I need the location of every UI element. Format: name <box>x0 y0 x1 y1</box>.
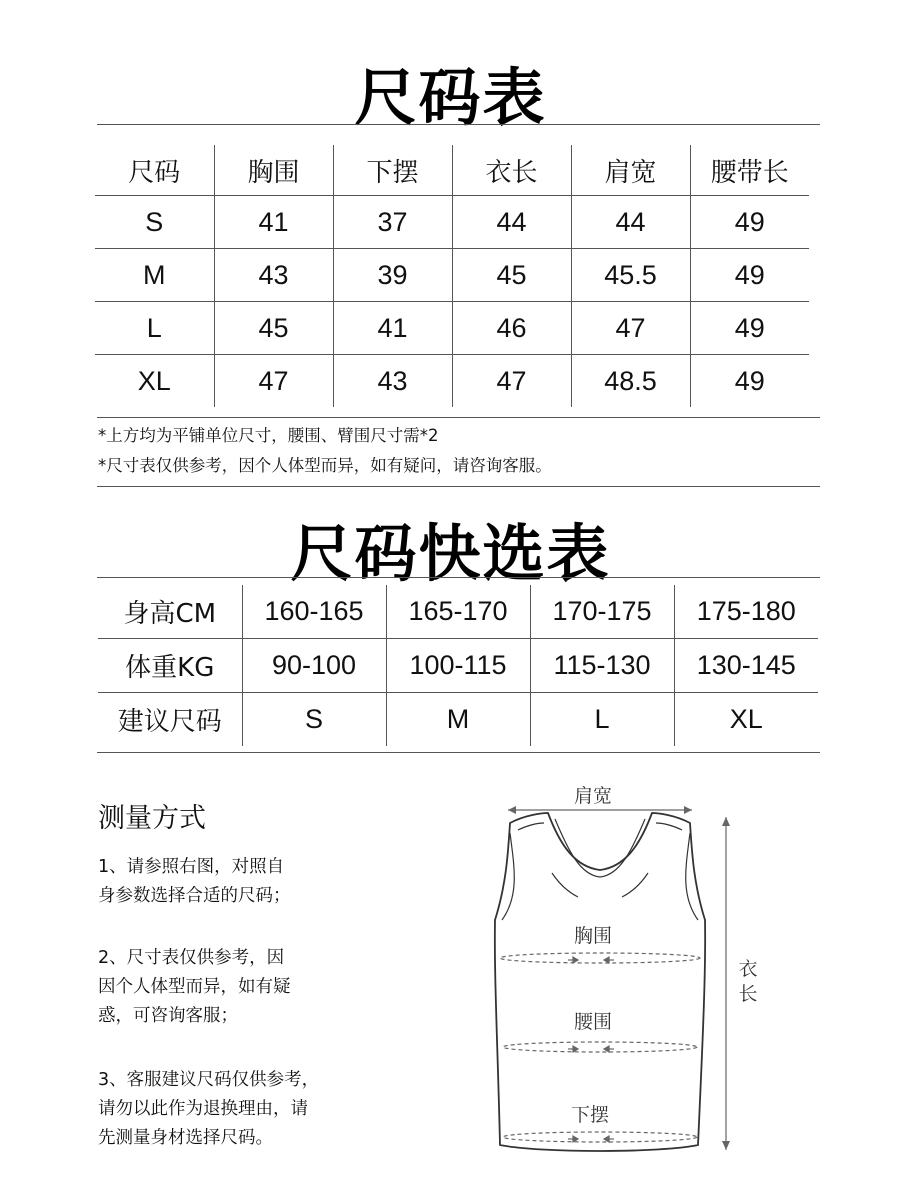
waist-label: 腰围 <box>573 1011 613 1033</box>
size-table <box>95 145 809 407</box>
table-row <box>98 639 818 693</box>
table-cell: 47 <box>452 355 571 408</box>
size-chart-title: 尺码表 <box>354 61 547 134</box>
table-cell: 44 <box>571 196 690 249</box>
table-row <box>95 355 809 408</box>
table-row <box>95 302 809 355</box>
table-cell: 45 <box>452 249 571 302</box>
quick-select-title: 尺码快选表 <box>290 517 611 590</box>
table-cell: 165-170 <box>386 585 530 639</box>
length-measure <box>722 817 730 1150</box>
table-cell: S <box>95 196 214 249</box>
table-cell: 45 <box>214 302 333 355</box>
notes <box>98 421 552 481</box>
tank-top-diagram <box>480 775 780 1165</box>
table-cell: 46 <box>452 302 571 355</box>
method-line: 身参数选择合适的尺码； <box>98 886 291 906</box>
table-cell: 175-180 <box>674 585 818 639</box>
divider <box>97 486 820 487</box>
table-cell: 90-100 <box>242 639 386 693</box>
table-cell: 49 <box>690 302 809 355</box>
table-cell: 49 <box>690 355 809 408</box>
table-cell: 45.5 <box>571 249 690 302</box>
table-cell: 160-165 <box>242 585 386 639</box>
table-cell: L <box>95 302 214 355</box>
table-cell: 130-145 <box>674 639 818 693</box>
table-cell: 49 <box>690 249 809 302</box>
method-line: 先测量身材选择尺码。 <box>98 1128 273 1148</box>
hem-label: 下摆 <box>570 1104 610 1126</box>
table-row <box>98 693 818 747</box>
header-cell: 胸围 <box>214 145 333 196</box>
method-item <box>98 853 368 911</box>
row-label: 身高CM <box>98 585 242 639</box>
table-row <box>95 196 809 249</box>
method-item <box>98 944 368 1031</box>
table-cell: XL <box>137 365 171 396</box>
chest-measure <box>500 953 700 963</box>
table-cell: M <box>95 249 214 302</box>
table-cell: 170-175 <box>530 585 674 639</box>
length-label-2: 长 <box>738 983 758 1005</box>
method-line: 请勿以此作为退换理由，请 <box>98 1099 308 1119</box>
header-cell: 下摆 <box>333 145 452 196</box>
table-cell: XL <box>674 693 818 747</box>
table-cell: S <box>242 693 386 747</box>
length-label-1: 衣 <box>738 958 758 980</box>
table-cell: 48.5 <box>571 355 690 408</box>
method-line: 1、请参照右图，对照自 <box>98 857 285 877</box>
method-line: 惑，可咨询客服； <box>98 1006 238 1026</box>
method-line: 因个人体型而异，如有疑 <box>98 977 291 997</box>
table-cell: 43 <box>214 249 333 302</box>
table-row <box>98 585 818 639</box>
row-label: 建议尺码 <box>117 707 222 737</box>
divider <box>97 577 820 578</box>
table-row <box>95 249 809 302</box>
table-cell: 44 <box>452 196 571 249</box>
divider <box>97 417 820 418</box>
chest-label: 胸围 <box>573 925 613 947</box>
garment-outline <box>495 813 705 1151</box>
table-cell: M <box>386 693 530 747</box>
header-cell: 肩宽 <box>571 145 690 196</box>
divider <box>97 752 820 753</box>
header-cell: 腰带长 <box>690 145 809 196</box>
shoulder-measure <box>508 806 692 814</box>
table-cell: 47 <box>571 302 690 355</box>
row-label: 体重KG <box>98 639 242 693</box>
method-title: 测量方式 <box>98 803 206 834</box>
table-cell: 37 <box>333 196 452 249</box>
note-line: *上方均为平铺单位尺寸，腰围、臂围尺寸需*2 <box>98 426 439 445</box>
table-cell: 47 <box>214 355 333 408</box>
waist-measure <box>503 1042 697 1052</box>
note-line: *尺寸表仅供参考，因个人体型而异，如有疑问，请咨询客服。 <box>98 456 552 475</box>
quick-select-table <box>98 585 818 746</box>
table-cell: 115-130 <box>530 639 674 693</box>
header-cell: 衣长 <box>452 145 571 196</box>
table-cell: 49 <box>690 196 809 249</box>
header-cell: 尺码 <box>95 145 214 196</box>
table-cell: 39 <box>333 249 452 302</box>
method-line: 3、客服建议尺码仅供参考， <box>98 1070 320 1090</box>
hem-measure <box>503 1132 697 1142</box>
shoulder-label: 肩宽 <box>573 785 613 807</box>
divider <box>97 124 820 125</box>
table-cell: 100-115 <box>386 639 530 693</box>
table-cell: L <box>530 693 674 747</box>
table-cell: 41 <box>214 196 333 249</box>
table-header-row <box>95 145 809 196</box>
table-cell: 41 <box>333 302 452 355</box>
method-line: 2、尺寸表仅供参考，因 <box>98 948 285 968</box>
table-cell: 43 <box>333 355 452 408</box>
method-item <box>98 1066 368 1153</box>
